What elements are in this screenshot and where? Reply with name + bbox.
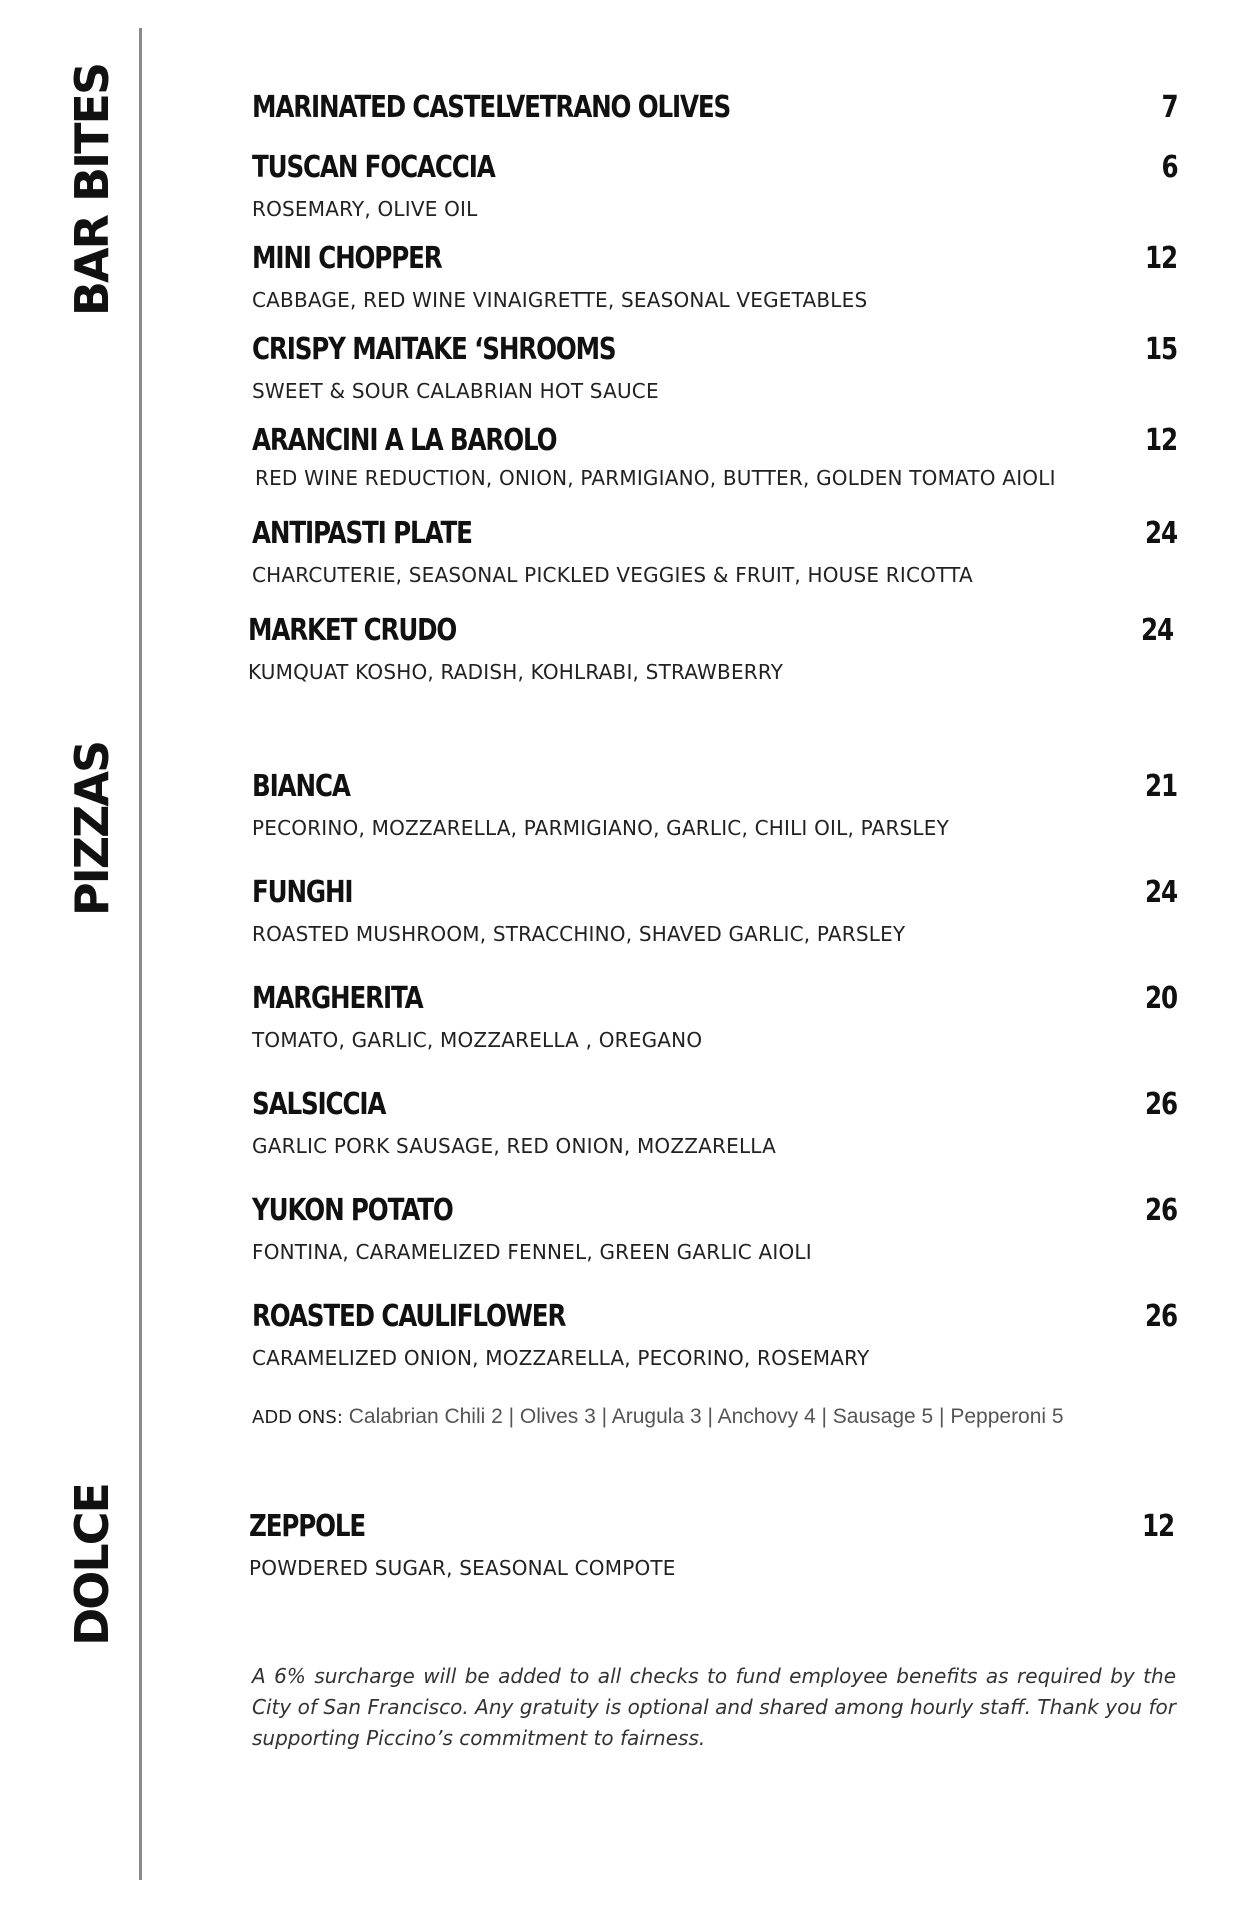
item-price: 26 [1145,1299,1177,1334]
section-label-pizzas: PIZZAS [65,741,119,917]
item-description: KUMQUAT KOSHO, RADISH, KOHLRABI, STRAWBERRY [248,660,784,684]
item-price: 26 [1145,1193,1177,1228]
add-ons-list: Calabrian Chili 2 | Olives 3 | Arugula 3 | Anchovy 4 | Sausage 5 | Pepperoni 5 [348,1405,1064,1428]
section-label-bar-bites: BAR BITES [65,63,119,317]
pizza-add-ons [252,1405,1064,1429]
item-description: CARAMELIZED ONION, MOZZARELLA, PECORINO, ROSEMARY [252,1346,870,1370]
item-name: TUSCAN FOCACCIA [252,150,495,185]
item-price: 12 [1145,423,1177,458]
item-name: MARKET CRUDO [248,613,457,648]
item-price: 7 [1161,90,1177,125]
item-price: 24 [1145,875,1177,910]
item-price: 20 [1145,981,1177,1016]
item-price: 12 [1145,241,1177,276]
item-description: POWDERED SUGAR, SEASONAL COMPOTE [249,1556,676,1580]
vertical-divider [139,28,142,1880]
item-price: 24 [1141,613,1173,648]
item-name: CRISPY MAITAKE ‘SHROOMS [252,332,616,367]
item-name: YUKON POTATO [252,1193,453,1228]
item-name: SALSICCIA [252,1087,386,1122]
item-description: ROASTED MUSHROOM, STRACCHINO, SHAVED GARLIC, PARSLEY [252,922,906,946]
item-price: 12 [1142,1509,1174,1544]
item-name: ANTIPASTI PLATE [252,516,472,551]
item-description: GARLIC PORK SAUSAGE, RED ONION, MOZZARELLA [252,1134,776,1158]
item-description: ROSEMARY, OLIVE OIL [252,197,478,221]
surcharge-note: A 6% surcharge will be added to all checks to fund employee benefits as required by the City of San Francisco. Any gratuity is optional and shared among hourly staff. Thank you for supporting Piccino’s commitment to fairness. [252,1664,1176,1750]
item-description: PECORINO, MOZZARELLA, PARMIGIANO, GARLIC, CHILI OIL, PARSLEY [252,816,950,840]
item-name: ZEPPOLE [249,1509,366,1544]
item-description: SWEET & SOUR CALABRIAN HOT SAUCE [252,379,659,403]
section-label-dolce: DOLCE [65,1484,119,1646]
add-ons-label: ADD ONS: [252,1407,343,1428]
item-price: 26 [1145,1087,1177,1122]
item-name: ARANCINI A LA BAROLO [252,423,557,458]
item-name: MARINATED CASTELVETRANO OLIVES [252,90,731,125]
item-price: 15 [1145,332,1177,367]
item-price: 6 [1161,150,1177,185]
item-name: ROASTED CAULIFLOWER [252,1299,566,1334]
item-price: 21 [1145,769,1177,804]
item-description: FONTINA, CARAMELIZED FENNEL, GREEN GARLIC AIOLI [252,1240,812,1264]
item-name: BIANCA [252,769,350,804]
item-description: CHARCUTERIE, SEASONAL PICKLED VEGGIES & FRUIT, HOUSE RICOTTA [252,563,973,587]
item-description: TOMATO, GARLIC, MOZZARELLA , OREGANO [252,1028,703,1052]
item-name: MARGHERITA [252,981,423,1016]
item-price: 24 [1145,516,1177,551]
item-name: MINI CHOPPER [252,241,442,276]
item-name: FUNGHI [252,875,353,910]
item-description: RED WINE REDUCTION, ONION, PARMIGIANO, BUTTER, GOLDEN TOMATO AIOLI [255,466,1056,490]
item-description: CABBAGE, RED WINE VINAIGRETTE, SEASONAL VEGETABLES [252,288,868,312]
